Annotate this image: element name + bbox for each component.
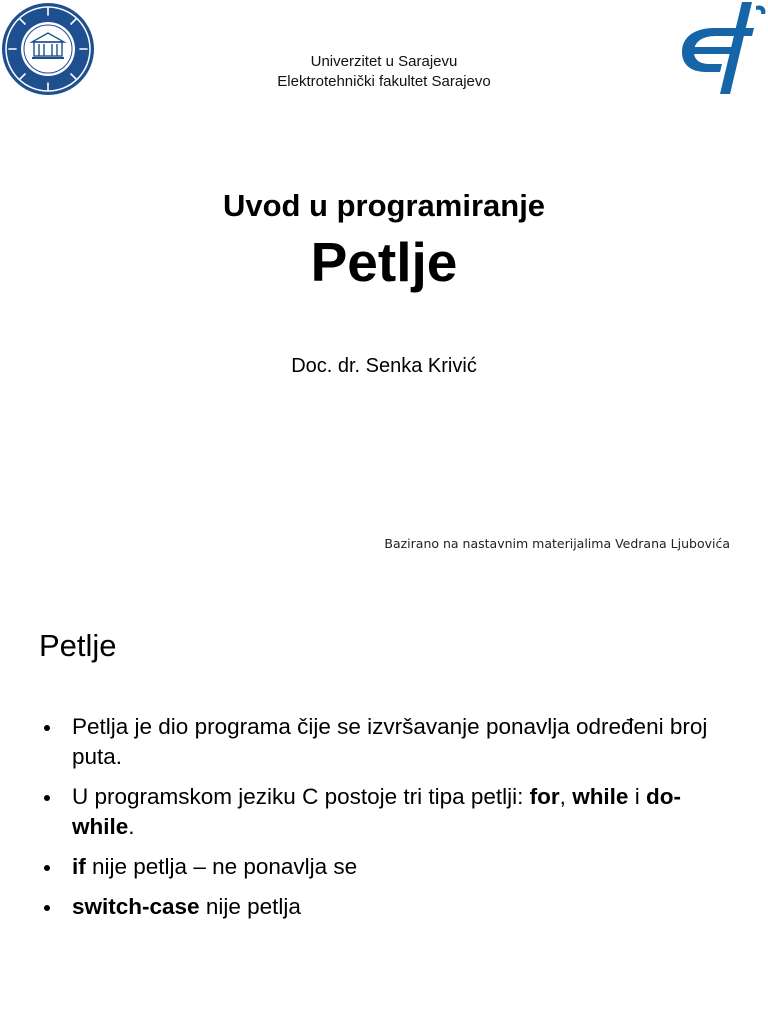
keyword-do-while: do-while [72,784,681,839]
course-title: Uvod u programiranje [222,188,546,223]
deck-title: Petlje [310,231,458,293]
bullet-text: nije petlja [199,894,301,919]
bullet-text: U programskom jeziku C postoje tri tipa petlji: [72,784,530,809]
university-seal-icon [0,0,96,98]
keyword-if: if [72,854,86,879]
keyword-switch-case: switch-case [72,894,200,919]
author-name: Doc. dr. Senka Krivić [291,355,477,377]
bullet-text: i [628,784,646,809]
bullet-item [40,852,730,882]
bullet-dot-icon [44,865,50,871]
bullet-text: nije petlja – ne ponavlja se [85,854,358,879]
university-name: Univerzitet u Sarajevu [310,53,458,70]
bullet-dot-icon [44,905,50,911]
bullet-list [40,712,730,932]
bullet-item [40,892,730,922]
bullet-text: . [128,814,135,839]
bullet-text: Petlja je dio programa čije se izvršavanje ponavlja određeni broj puta. [72,714,708,769]
bullet-dot-icon [44,725,50,731]
bullet-item [40,782,730,842]
loops-slide [0,590,768,1024]
source-credit: Bazirano na nastavnim materijalima Vedrana Ljubovića [384,536,730,551]
institution-header [184,52,584,92]
bullet-item [40,712,730,772]
slide-heading: Petlje [39,628,117,663]
etf-logo-icon [672,0,768,96]
bullet-text: , [559,784,573,809]
keyword-while: while [572,784,629,809]
faculty-name: Elektrotehnički fakultet Sarajevo [277,73,491,90]
keyword-for: for [529,784,560,809]
bullet-dot-icon [44,795,50,801]
